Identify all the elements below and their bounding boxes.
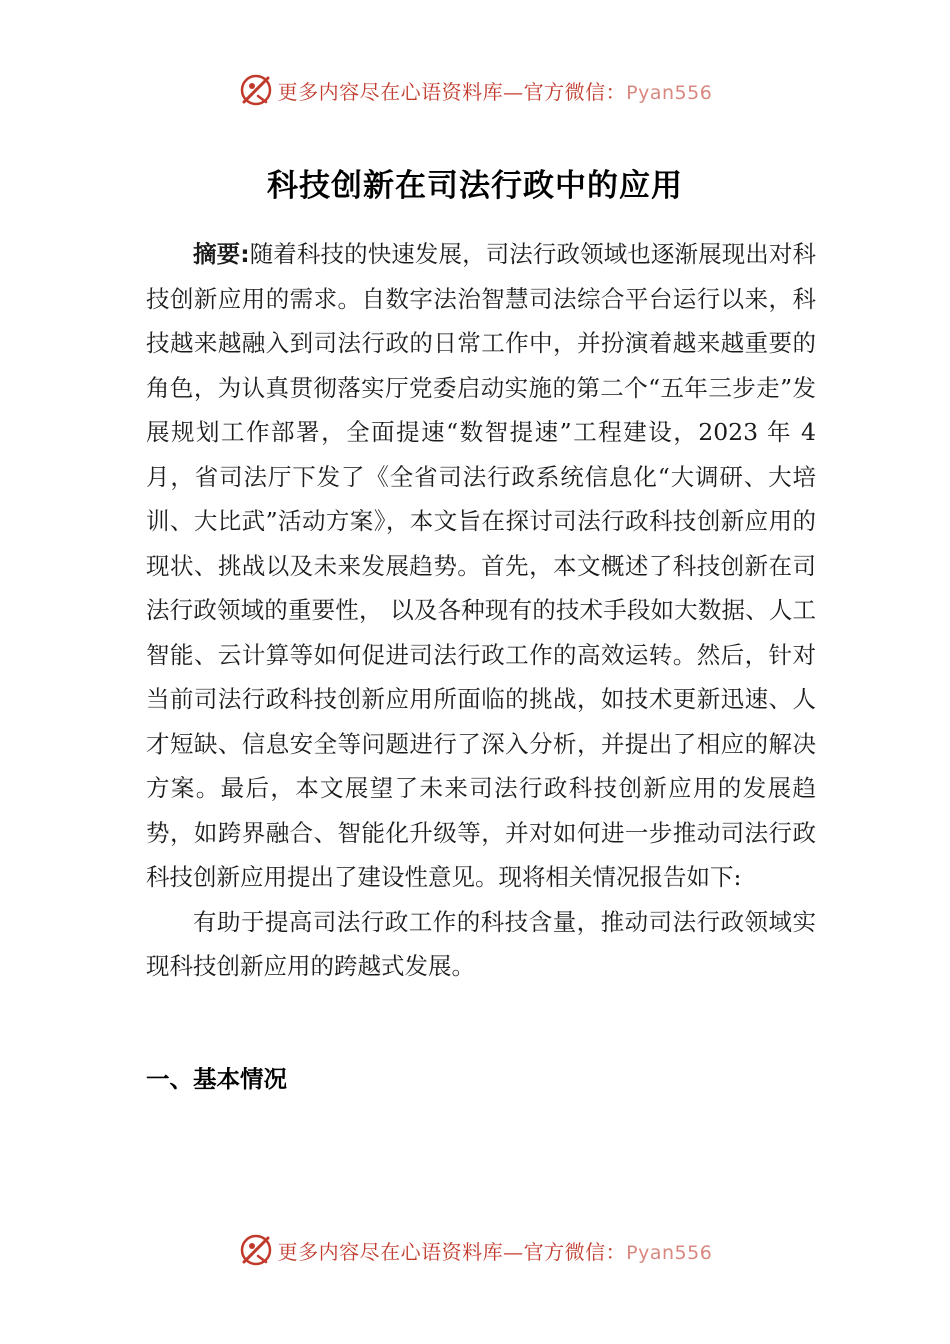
banner-prefix: 更多内容尽在心语资料库—官方微信： [277,79,627,104]
banner-wechat-handle: Pyan556 [626,81,713,104]
abstract-paragraph [146,232,816,900]
abstract-label: 摘要: [193,240,250,268]
banner-prefix: 更多内容尽在心语资料库—官方微信： [277,1239,627,1264]
section-heading: 一、基本情况 [146,1065,287,1093]
header-banner [0,72,950,108]
document-body [146,232,816,989]
abstract-text: 随着科技的快速发展，司法行政领域也逐渐展现出对科技创新应用的需求。自数字法治智慧司法综合平台运行以来，科技越来越融入到司法行政的日常工作中，并扮演着越来越重要的角色，为认真贯彻落实厅党委启动实施的第二个“五年三步走”发展规划工作部署，全面提速“数智提速”工程建设，2023 年 4 月，省司法厅下发了《全省司法行政系统信息化“大调研、大培训、大比武”活动方案》，本文旨在探讨司法行政科技创新应用的现状、挑战以及未来发展趋势。首先，本文概述了科技创新在司法行政领域的重要性， 以及各种现有的技术手段如大数据、人工智能、云计算等如何促进司法行政工作的高效运转。然后，针对当前司法行政科技创新应用所面临的挑战，如技术更新迅速、人才短缺、信息安全等问题进行了深入分析，并提出了相应的解决方案。最后，本文展望了未来司法行政科技创新应用的发展趋势，如跨界融合、智能化升级等，并对如何进一步推动司法行政科技创新应用提出了建设性意见。现将相关情况报告如下: [146,240,817,891]
banner-wechat-handle: Pyan556 [626,1241,713,1264]
banner-text [278,1236,713,1265]
footer-banner [0,1232,950,1268]
brand-logo-icon [238,72,274,108]
document-title: 科技创新在司法行政中的应用 [267,168,683,204]
body-paragraph: 有助于提高司法行政工作的科技含量，推动司法行政领域实现科技创新应用的跨越式发展。 [146,907,816,980]
banner-text [278,76,713,105]
brand-logo-icon [238,1232,274,1268]
